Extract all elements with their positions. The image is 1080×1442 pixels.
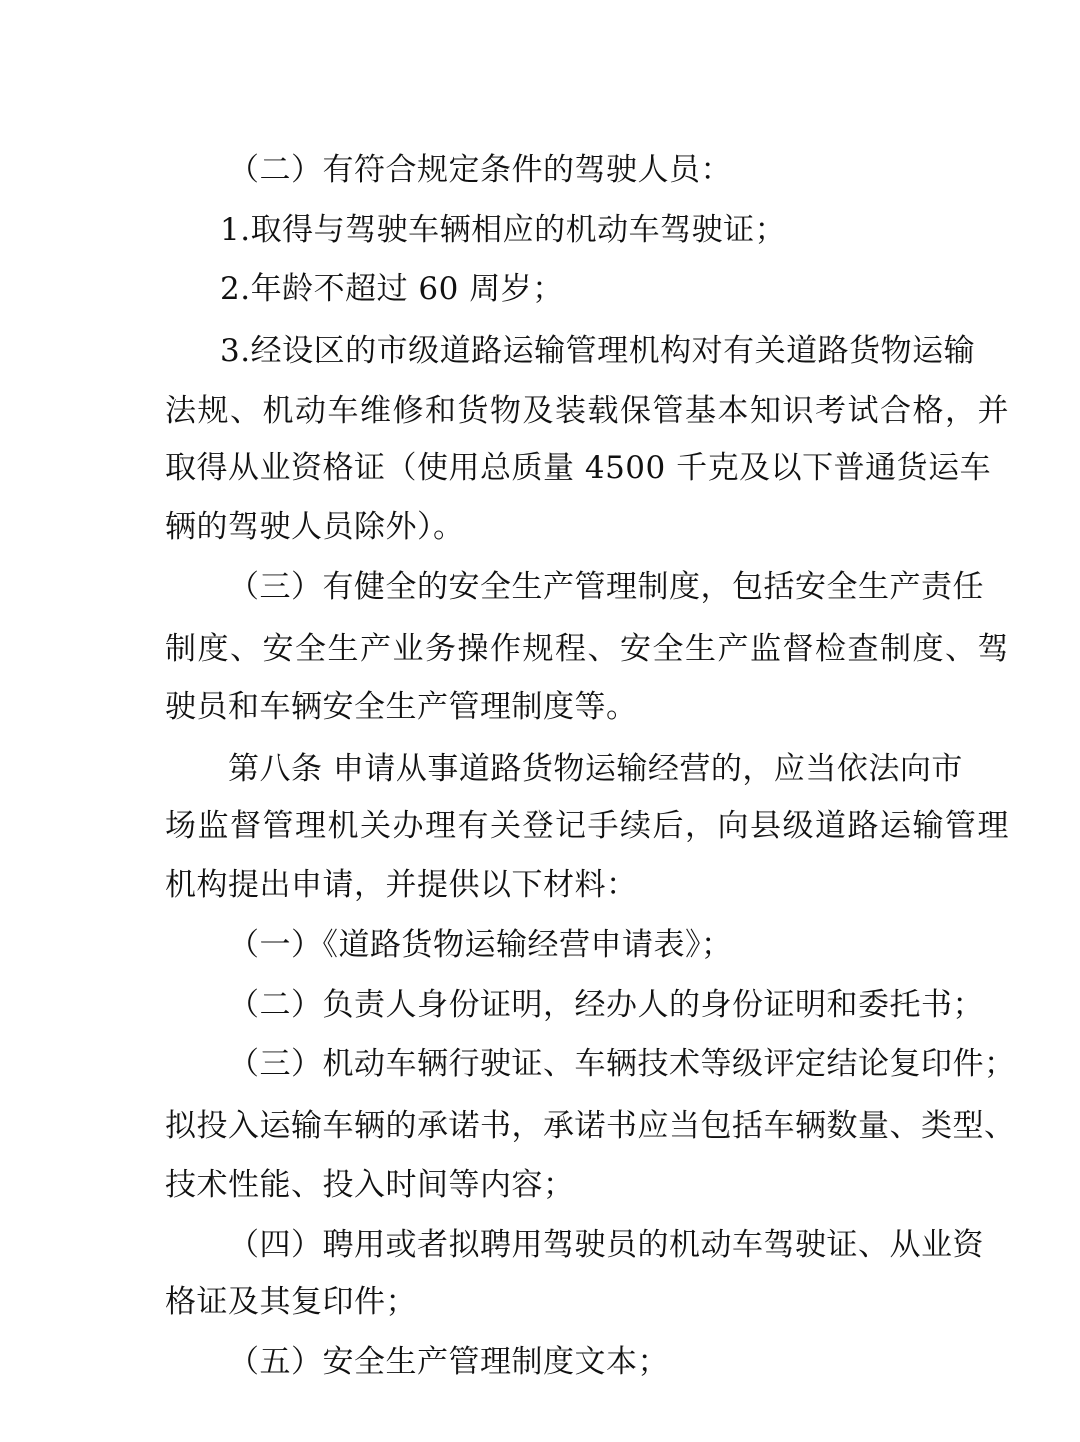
paragraph-line: （二）负责人身份证明，经办人的身份证明和委托书； bbox=[228, 987, 984, 1023]
paragraph-line: 场监督管理机关办理有关登记手续后，向县级道路运输管理 bbox=[165, 808, 1010, 844]
paragraph-line: （五）安全生产管理制度文本； bbox=[228, 1344, 669, 1380]
paragraph-line: 技术性能、投入时间等内容； bbox=[165, 1167, 575, 1203]
paragraph-line: 格证及其复印件； bbox=[165, 1284, 417, 1320]
paragraph-line: 3.经设区的市级道路运输管理机构对有关道路货物运输 bbox=[220, 333, 976, 369]
paragraph-line: 机构提出申请，并提供以下材料： bbox=[165, 867, 638, 903]
paragraph-line: （四）聘用或者拟聘用驾驶员的机动车驾驶证、从业资 bbox=[228, 1227, 984, 1263]
article-heading-line: 第八条 申请从事道路货物运输经营的，应当依法向市 bbox=[228, 751, 963, 787]
paragraph-line: 取得从业资格证（使用总质量 4500 千克及以下普通货运车 bbox=[165, 450, 992, 486]
paragraph-line: 拟投入运输车辆的承诺书，承诺书应当包括车辆数量、类型、 bbox=[165, 1108, 1016, 1144]
paragraph-line: 1.取得与驾驶车辆相应的机动车驾驶证； bbox=[220, 212, 787, 248]
paragraph-line: 驶员和车辆安全生产管理制度等。 bbox=[165, 689, 638, 725]
paragraph-line: （二）有符合规定条件的驾驶人员： bbox=[228, 152, 732, 188]
paragraph-line: 2.年龄不超过 60 周岁； bbox=[220, 271, 564, 307]
paragraph-line: （三）机动车辆行驶证、车辆技术等级评定结论复印件； bbox=[228, 1046, 1016, 1082]
paragraph-line: （一）《道路货物运输经营申请表》； bbox=[228, 927, 733, 963]
paragraph-line: （三）有健全的安全生产管理制度，包括安全生产责任 bbox=[228, 569, 984, 605]
paragraph-line: 法规、机动车维修和货物及装载保管基本知识考试合格，并 bbox=[165, 393, 1010, 429]
paragraph-line: 辆的驾驶人员除外）。 bbox=[165, 509, 465, 545]
paragraph-line: 制度、安全生产业务操作规程、安全生产监督检查制度、驾 bbox=[165, 631, 1010, 667]
